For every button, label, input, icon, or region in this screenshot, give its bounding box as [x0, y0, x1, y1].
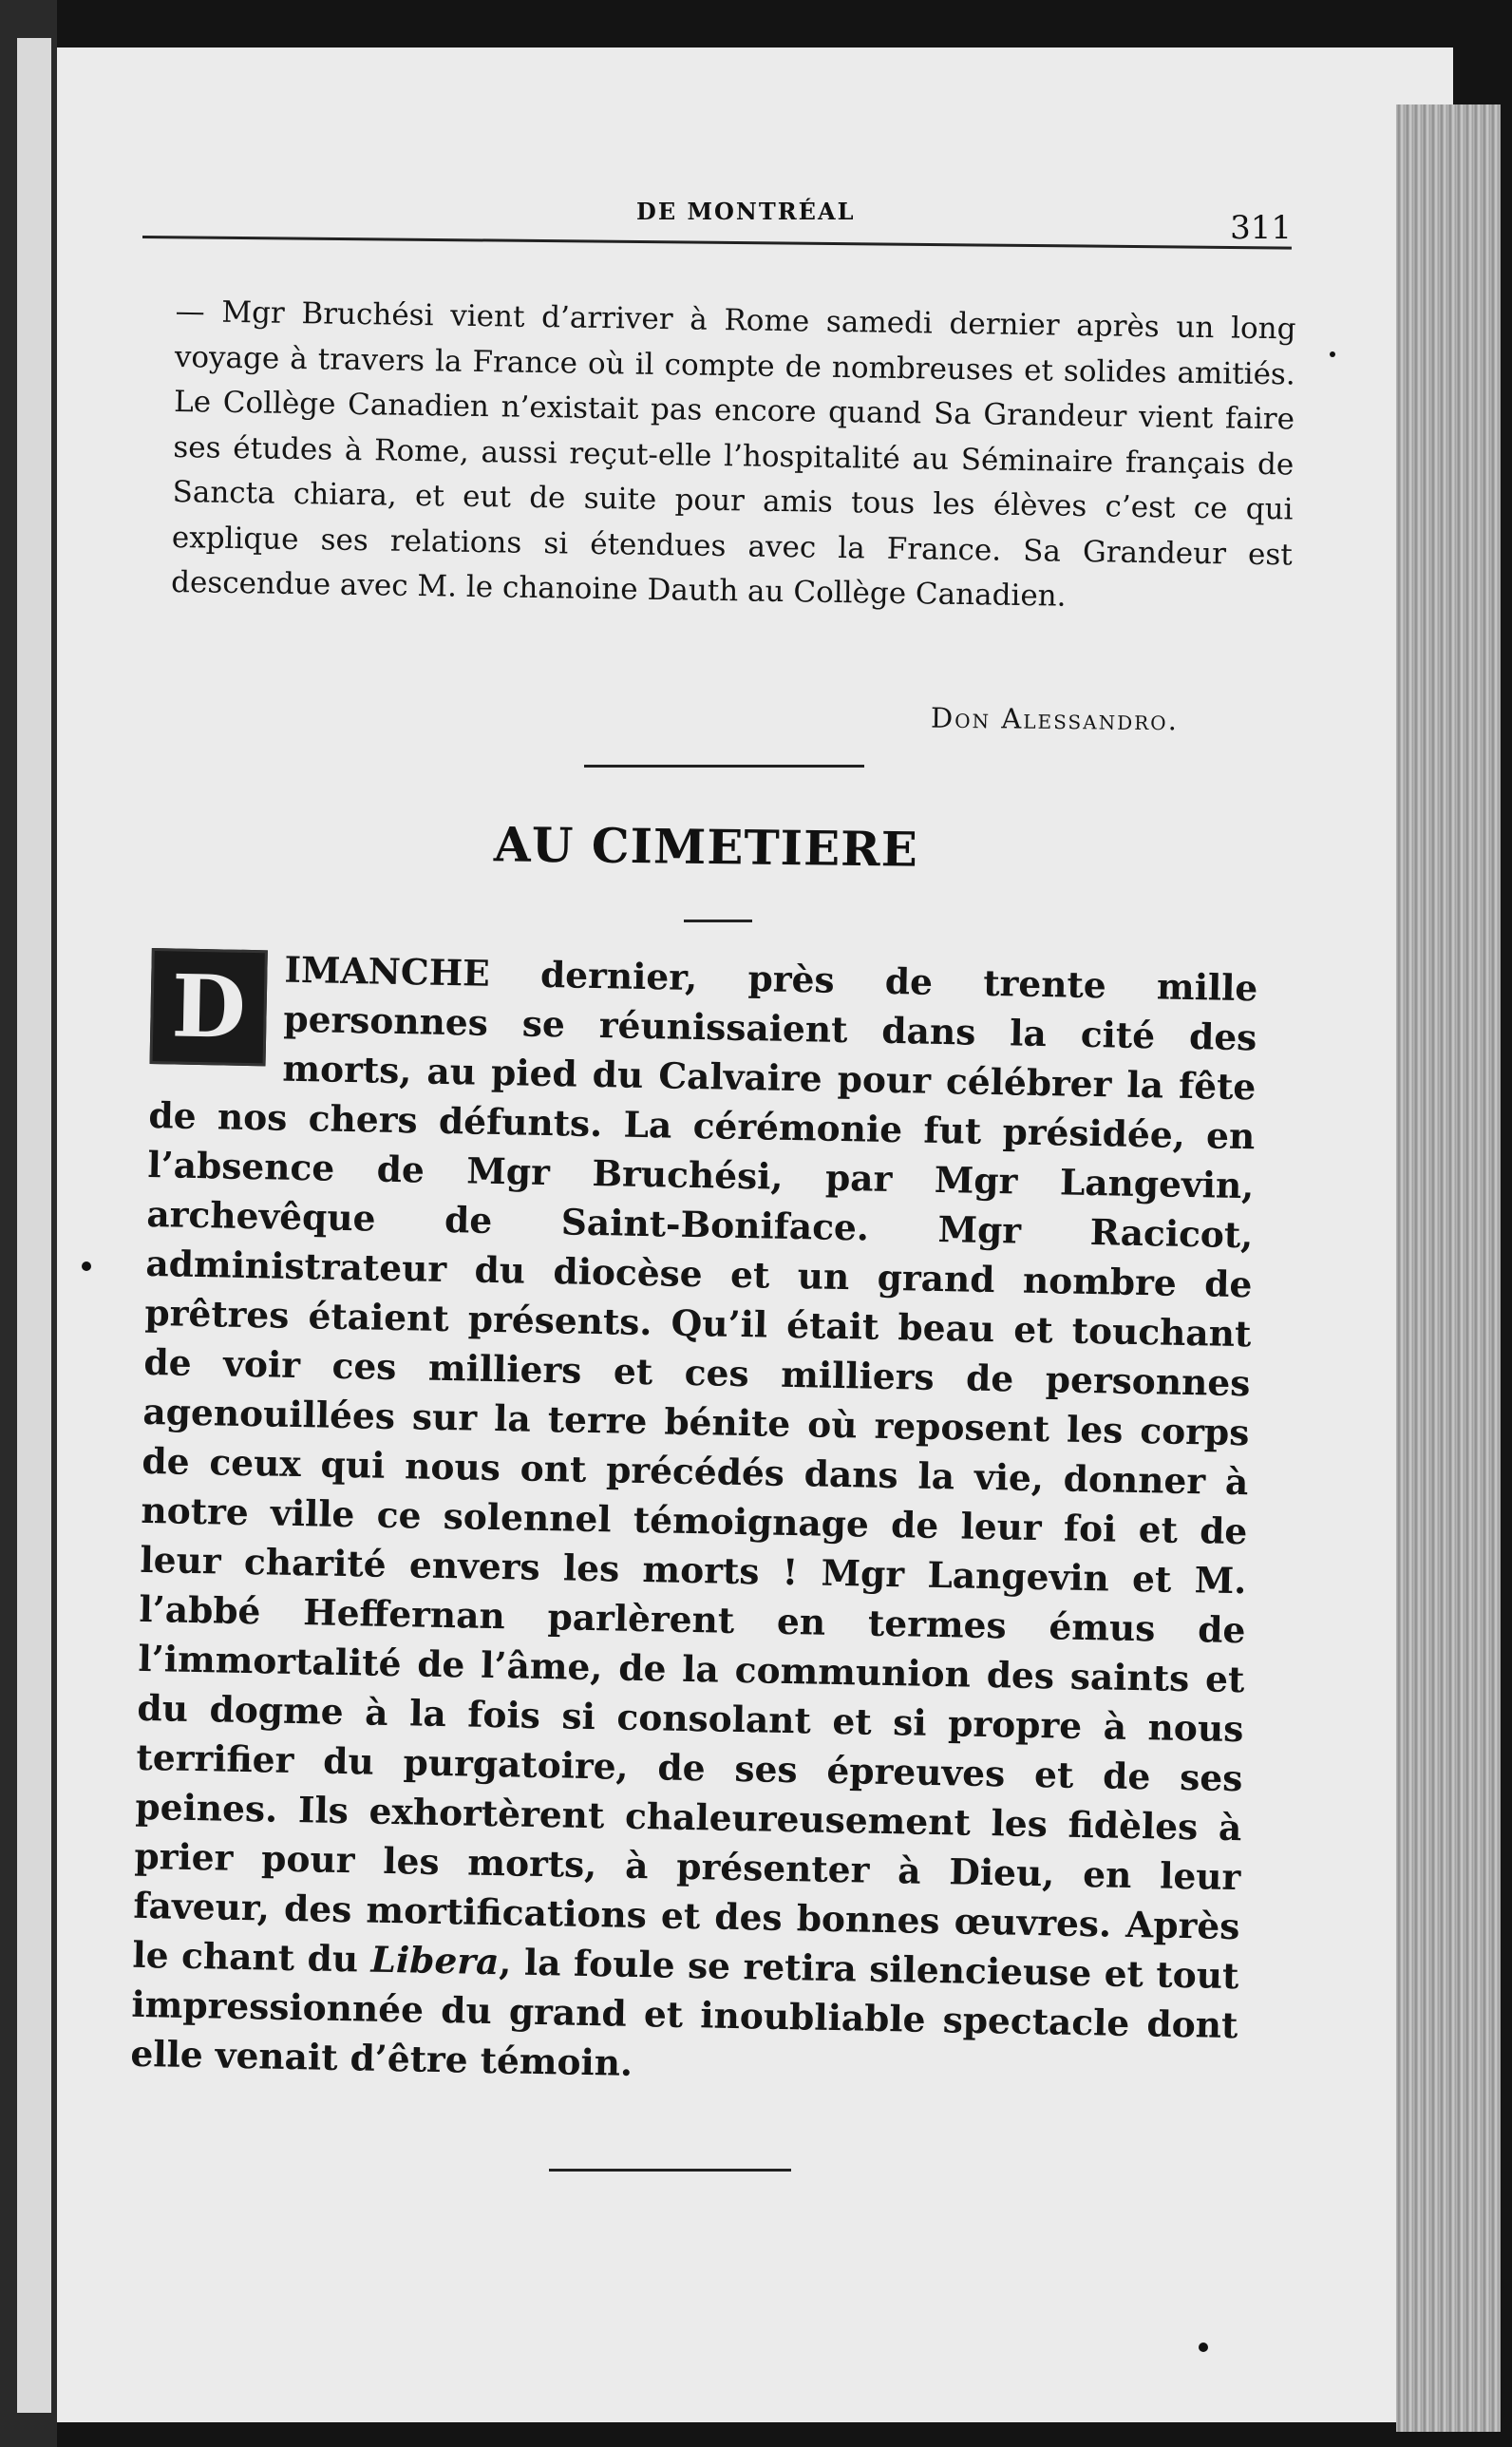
speck-mark [1199, 2343, 1208, 2352]
facing-page-edge [17, 38, 51, 2413]
article-italic-word: Libera [370, 1938, 500, 1983]
speck-mark [82, 1261, 91, 1271]
end-rule [549, 2169, 791, 2172]
running-head: DE MONTRÉAL [636, 198, 856, 225]
section-divider [584, 765, 864, 768]
speck-mark [1330, 351, 1335, 357]
intro-paragraph: — Mgr Bruchési vient d’arriver à Rome samedi dernier après un long voyage à travers la France où il compte de nombreuses et solides amitiés. Le Collège Canadien n’existait pas encore quand Sa Grandeur vient faire ses études à Rome, aussi reçut-elle l’hospitalité au Séminaire français de Sancta chiara, et eut de suite pour amis tous les élèves c’est ce qui explique ses relations si étendues avec la France. Sa Grandeur est descendue avec M. le chanoine Dauth au Collège Canadien. [170, 294, 1296, 614]
article-text-part1: dernier, près de trente mille personnes se réunissaient dans la cité des morts, au pied du Calvaire pour célébrer la fête de nos chers défunts. La cérémonie fut présidée, en l’absence de Mgr Bruchési, par Mgr Langevin, archevêque de Saint-Boniface. Mgr Racicot, administrateur du diocèse et un grand nombre de prêtres étaient présents. Qu’il était beau et touchant de voir ces milliers et ces milliers de personnes agenouillées sur la terre bénite où reposent les corps de ceux qui nous ont précédés dans la vie, donner à notre ville ce solennel témoignage de leur foi et de leur charité envers les morts ! Mgr Langevin et M. l’abbé Heffernan parlèrent en termes émus de l’immortalité de l’âme, de la communion des saints et du dogme à la fois si consolant et si propre à nous terrifier du purgatoire, de ses épreuves et de ses peines. Ils exhortèrent chaleureusement les fidèles à prier pour les morts, à présenter à Dieu, en leur faveur, des mortifications et des bonnes œuvres. Après le chant du [132, 952, 1258, 1981]
page-number: 311 [1230, 209, 1292, 247]
article-text-part2: , la foule se retira silencieuse et tout impressionnée du grand et inoubliable spectacle dont elle venait d’être témoin. [130, 1941, 1239, 2084]
ornamental-drop-cap: D [150, 948, 268, 1066]
article-body [130, 942, 1258, 2099]
heading-rule [684, 920, 752, 922]
page-block-edges [1396, 104, 1501, 2432]
article-heading: AU CIMETIERE [493, 816, 919, 878]
first-word-rest: IMANCHE [284, 948, 491, 995]
signature: Don Alessandro. [930, 701, 1180, 737]
